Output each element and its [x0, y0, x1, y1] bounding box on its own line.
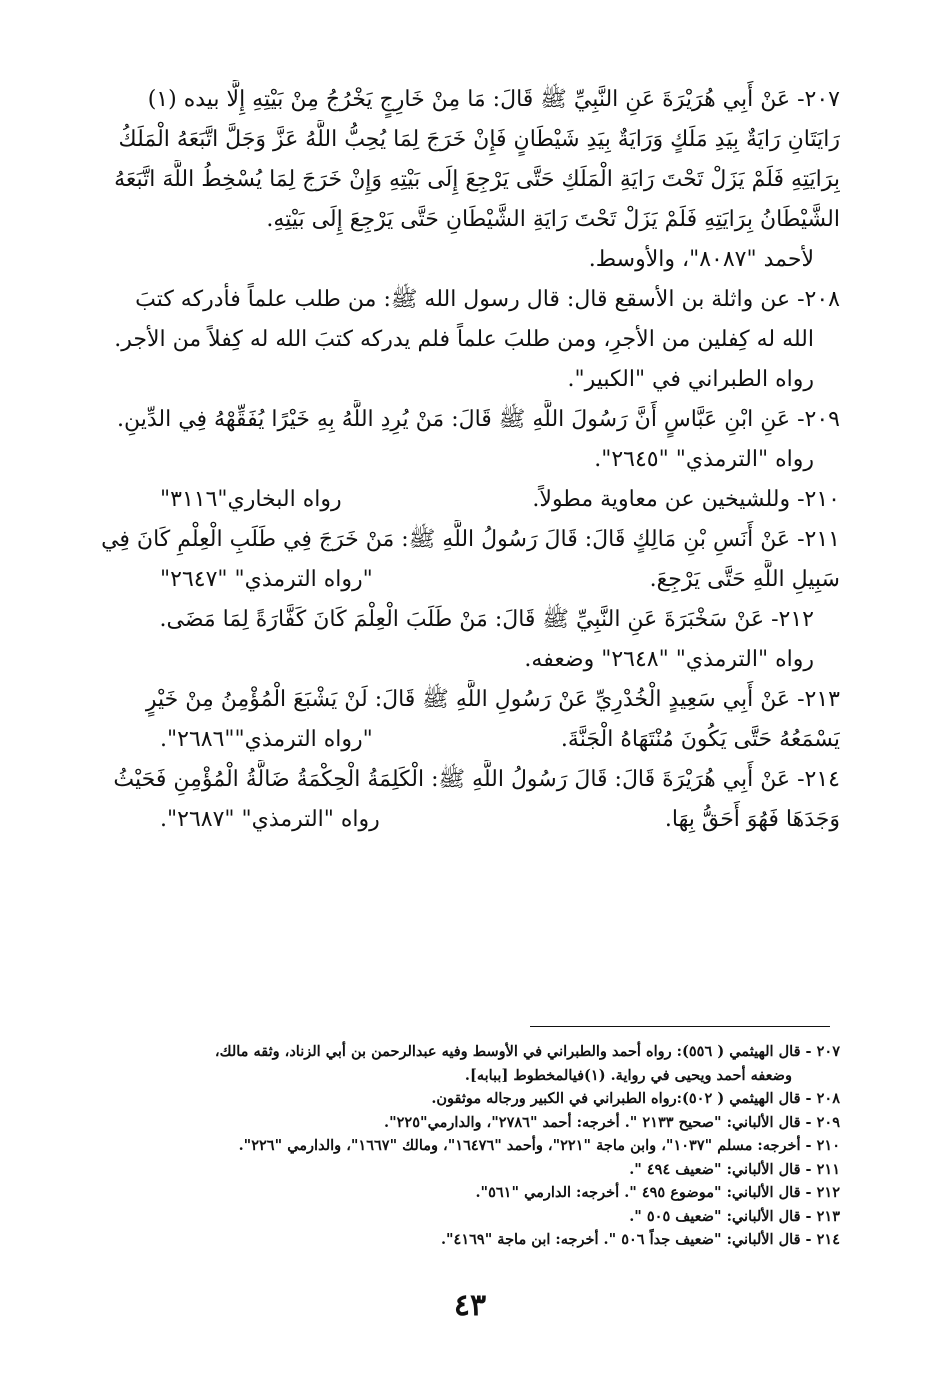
hadith-209-source: رواه "الترمذي" "٢٦٤٥".	[594, 447, 814, 472]
hadith-210-line	[100, 480, 840, 520]
hadith-213-source: "رواه الترمذي""٢٦٨٦".	[160, 727, 373, 752]
hadith-number: ٢٠٧-	[790, 87, 840, 112]
hadith-211-line-1: ٢١١- عَنْ أَنَسِ بْنِ مَالِكٍ قَالَ: قَالَ رَسُولُ اللَّهِ ﷺ: مَنْ خَرَجَ فِي طَلَبِ الْعِلْمِ كَانَ فِي	[101, 527, 840, 552]
hadith-212-line-1: ٢١٢- عَنْ سَخْبَرَةَ عَنِ النَّبِيِّ ﷺ قَالَ: مَنْ طَلَبَ الْعِلْمَ كَانَ كَفَّارَةً لِمَا مَضَى.	[159, 607, 814, 632]
hadith-209-line-1: ٢٠٩- عَنِ ابْنِ عَبَّاسٍ أَنَّ رَسُولَ اللَّهِ ﷺ قَالَ: مَنْ يُرِدِ اللَّهُ بِهِ خَيْرًا يُفَقِّهْهُ فِي الدِّينِ.	[116, 407, 840, 432]
footnote-207: ٢٠٧ - قال الهيثمي ( ٥٥٦): رواه أحمد والطبراني في الأوسط وفيه عبدالرحمن بن أبي الزناد، وثقه مالك،	[214, 1043, 840, 1060]
hadith-211-line-2	[100, 560, 840, 600]
footnote-211: ٢١١ - قال الألباني: "ضعيف ٤٩٤ ".	[629, 1160, 840, 1178]
hadith-number: ٢٠٩-	[790, 407, 840, 432]
hadith-213-line-2	[100, 720, 840, 760]
page-number: ٤٣	[453, 1288, 487, 1323]
hadith-207-line-3: بِرَايَتِهِ فَلَمْ يَزَلْ تَحْتَ رَايَةِ الْمَلَكِ حَتَّى يَرْجِعَ إِلَى بَيْتِهِ وَإِنْ خَرَجَ لِمَا يُسْخِطُ اللَّهَ اتَّبَعَهُ	[114, 167, 840, 192]
hadith-210-text: ٢١٠- وللشيخين عن معاوية مطولاً.	[532, 487, 840, 512]
hadith-208-source: رواه الطبراني في "الكبير".	[567, 367, 814, 392]
hadith-number: ٢١٢-	[764, 607, 814, 632]
hadith-214-source: رواه "الترمذي" "٢٦٨٧".	[160, 807, 380, 832]
hadith-213-line-1: ٢١٣- عَنْ أَبِي سَعِيدٍ الْخُدْرِيِّ عَنْ رَسُولِ اللَّهِ ﷺ قَالَ: لَنْ يَشْبَعَ الْمُؤْمِنُ مِنْ خَيْرٍ	[145, 687, 840, 712]
hadith-214-line-1: ٢١٤- عَنْ أَبِي هُرَيْرَةَ قَالَ: قَالَ رَسُولُ اللَّهِ ﷺ: الْكَلِمَةُ الْحِكْمَةُ ضَالَّةُ الْمُؤْمِنِ فَحَيْثُ	[113, 767, 840, 792]
hadith-213-tail: يَسْمَعُهُ حَتَّى يَكُونَ مُنْتَهَاهُ الْجَنَّةَ.	[560, 727, 840, 752]
footnote-212: ٢١٢ - قال الألباني: "موضوع ٤٩٥ ". أخرجه: الدارمي "٥٦١".	[475, 1184, 840, 1201]
footnote-209: ٢٠٩ - قال الألباني: "صحيح ٢١٣٣ ". أخرجه: أحمد "٢٧٨٦"، والدارمي"٢٢٥".	[384, 1113, 840, 1131]
hadith-207-line-1: ٢٠٧- عَنْ أَبِي هُرَيْرَةَ عَنِ النَّبِيِّ ﷺ قَالَ: مَا مِنْ خَارِجٍ يَخْرُجُ مِنْ بَيْتِهِ إِلَّا بيده (١)	[147, 87, 840, 112]
footnote-207-continued: وضعفه أحمد ويحيى في رواية. (١)فيالمخطوط [ببابه].	[464, 1066, 792, 1084]
footnote-214: ٢١٤ - قال الألباني: "ضعيف جداً ٥٠٦ ". أخرجه: ابن ماجة "٤١٦٩".	[440, 1231, 840, 1248]
hadith-number: ٢١١-	[790, 527, 840, 552]
hadith-210-source: رواه البخاري"٣١١٦"	[160, 487, 342, 512]
hadith-214-tail: وَجَدَهَا فَهُوَ أَحَقُّ بِهَا.	[664, 807, 840, 832]
hadith-208-line-2: الله له كِفلين من الأجرِ، ومن طلبَ علماً فلم يدركه كتبَ الله له كِفلاً من الأجر.	[114, 327, 814, 352]
hadith-214-line-2	[100, 800, 840, 840]
hadith-number: ٢١٠-	[790, 487, 840, 512]
hadith-207-line-4: الشَّيْطَانُ بِرَايَتِهِ فَلَمْ يَزَلْ تَحْتَ رَايَةِ الشَّيْطَانِ حَتَّى يَرْجِعَ إِلَى بَيْتِهِ.	[266, 207, 840, 232]
hadith-212-source: رواه "الترمذي" "٢٦٤٨" وضعفه.	[524, 647, 814, 672]
footnotes	[100, 1040, 840, 1252]
footnote-210: ٢١٠ - أخرجه: مسلم "١٠٣٧"، وابن ماجة "٢٢١"، وأحمد "١٦٤٧٦"، ومالك "١٦٦٧"، والدارمي "٢٢٦".	[238, 1137, 840, 1154]
footnote-208: ٢٠٨ - قال الهيثمي ( ٥٠٢):رواه الطبراني في الكبير ورجاله موثقون.	[431, 1090, 840, 1107]
footnote-separator	[530, 1026, 830, 1027]
hadith-207-source: لأحمد "٨٠٨٧"، والأوسط.	[588, 247, 814, 272]
hadith-number: ٢١٣-	[790, 687, 840, 712]
hadith-211-source: "رواه الترمذي" "٢٦٤٧"	[160, 567, 373, 592]
hadith-211-tail: سَبِيلِ اللَّهِ حَتَّى يَرْجِعَ.	[649, 567, 840, 592]
hadith-number: ٢١٤-	[790, 767, 840, 792]
hadith-207-line-2: رَايَتَانِ رَايَةٌ بِيَدِ مَلَكٍ وَرَايَةٌ بِيَدِ شَيْطَانٍ فَإِنْ خَرَجَ لِمَا يُحِبُّ اللَّهُ عَزَّ وَجَلَّ اتَّبَعَهُ الْمَلَكُ	[118, 127, 840, 152]
hadith-number: ٢٠٨-	[790, 287, 840, 312]
hadith-208-line-1: ٢٠٨- عن واثلة بن الأسقع قال: قال رسول الله ﷺ: من طلب علماً فأدركه كتبَ	[135, 287, 840, 312]
main-text	[100, 80, 840, 840]
footnote-213: ٢١٣ - قال الألباني: "ضعيف ٥٠٥ ".	[629, 1207, 840, 1225]
